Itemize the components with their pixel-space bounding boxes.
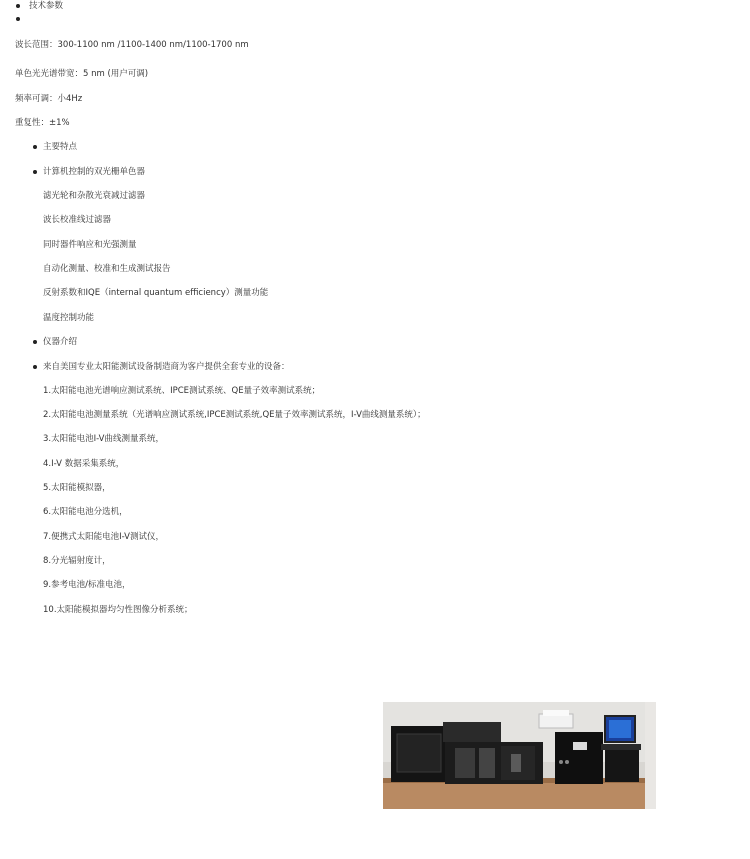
product-item: 7.便携式太阳能电池I-V测试仪， [43, 532, 165, 542]
bullet-dot [16, 4, 20, 8]
product-item: 1.太阳能电池光谱响应测试系统、IPCE测试系统、QE量子效率测试系统； [43, 386, 321, 396]
spec-bandwidth: 单色光光谱带宽：5 nm (用户可调) [15, 69, 149, 79]
feature-item: 温度控制功能 [43, 313, 95, 323]
product-item: 2.太阳能电池测量系统（光谱响应测试系统,IPCE测试系统,QE量子效率测试系统，I-V曲线测量系统）； [43, 410, 426, 420]
spec-wavelength: 波长范围：300-1100 nm /1100-1400 nm/1100-1700 nm [15, 40, 249, 50]
feature-item: 计算机控制的双光栅单色器 [43, 167, 146, 177]
feature-item: 反射系数和IQE（internal quantum efficiency）测量功能 [43, 288, 269, 298]
spec-repeatability: 重复性：±1% [15, 118, 70, 128]
features-heading: 主要特点 [43, 142, 78, 152]
feature-item: 同时器件响应和光强测量 [43, 240, 137, 250]
feature-item: 滤光轮和杂散光衰减过滤器 [43, 191, 146, 201]
equipment-photo [383, 702, 656, 809]
feature-item: 波长校准线过滤器 [43, 215, 112, 225]
product-item: 9.参考电池/标准电池， [43, 580, 131, 590]
intro-lead: 来自美国专业太阳能测试设备制造商为客户提供全套专业的设备： [43, 362, 290, 372]
bullet-dot [33, 340, 37, 344]
product-item: 4.I-V 数据采集系统， [43, 459, 125, 469]
spec-heading: 技术参数 [29, 1, 64, 11]
bullet-dot [33, 365, 37, 369]
product-item: 10.太阳能模拟器均匀性图像分析系统； [43, 605, 193, 615]
product-item: 6.太阳能电池分选机， [43, 507, 128, 517]
intro-heading: 仪器介绍 [43, 337, 78, 347]
bullet-dot [33, 170, 37, 174]
bullet-dot [33, 145, 37, 149]
spec-frequency: 频率可调：小4Hz [15, 94, 83, 104]
product-item: 8.分光辐射度计， [43, 556, 111, 566]
bullet-dot [16, 17, 20, 21]
product-item: 5.太阳能模拟器， [43, 483, 111, 493]
feature-item: 自动化测量、校准和生成测试报告 [43, 264, 171, 274]
product-item: 3.太阳能电池I-V曲线测量系统， [43, 434, 165, 444]
